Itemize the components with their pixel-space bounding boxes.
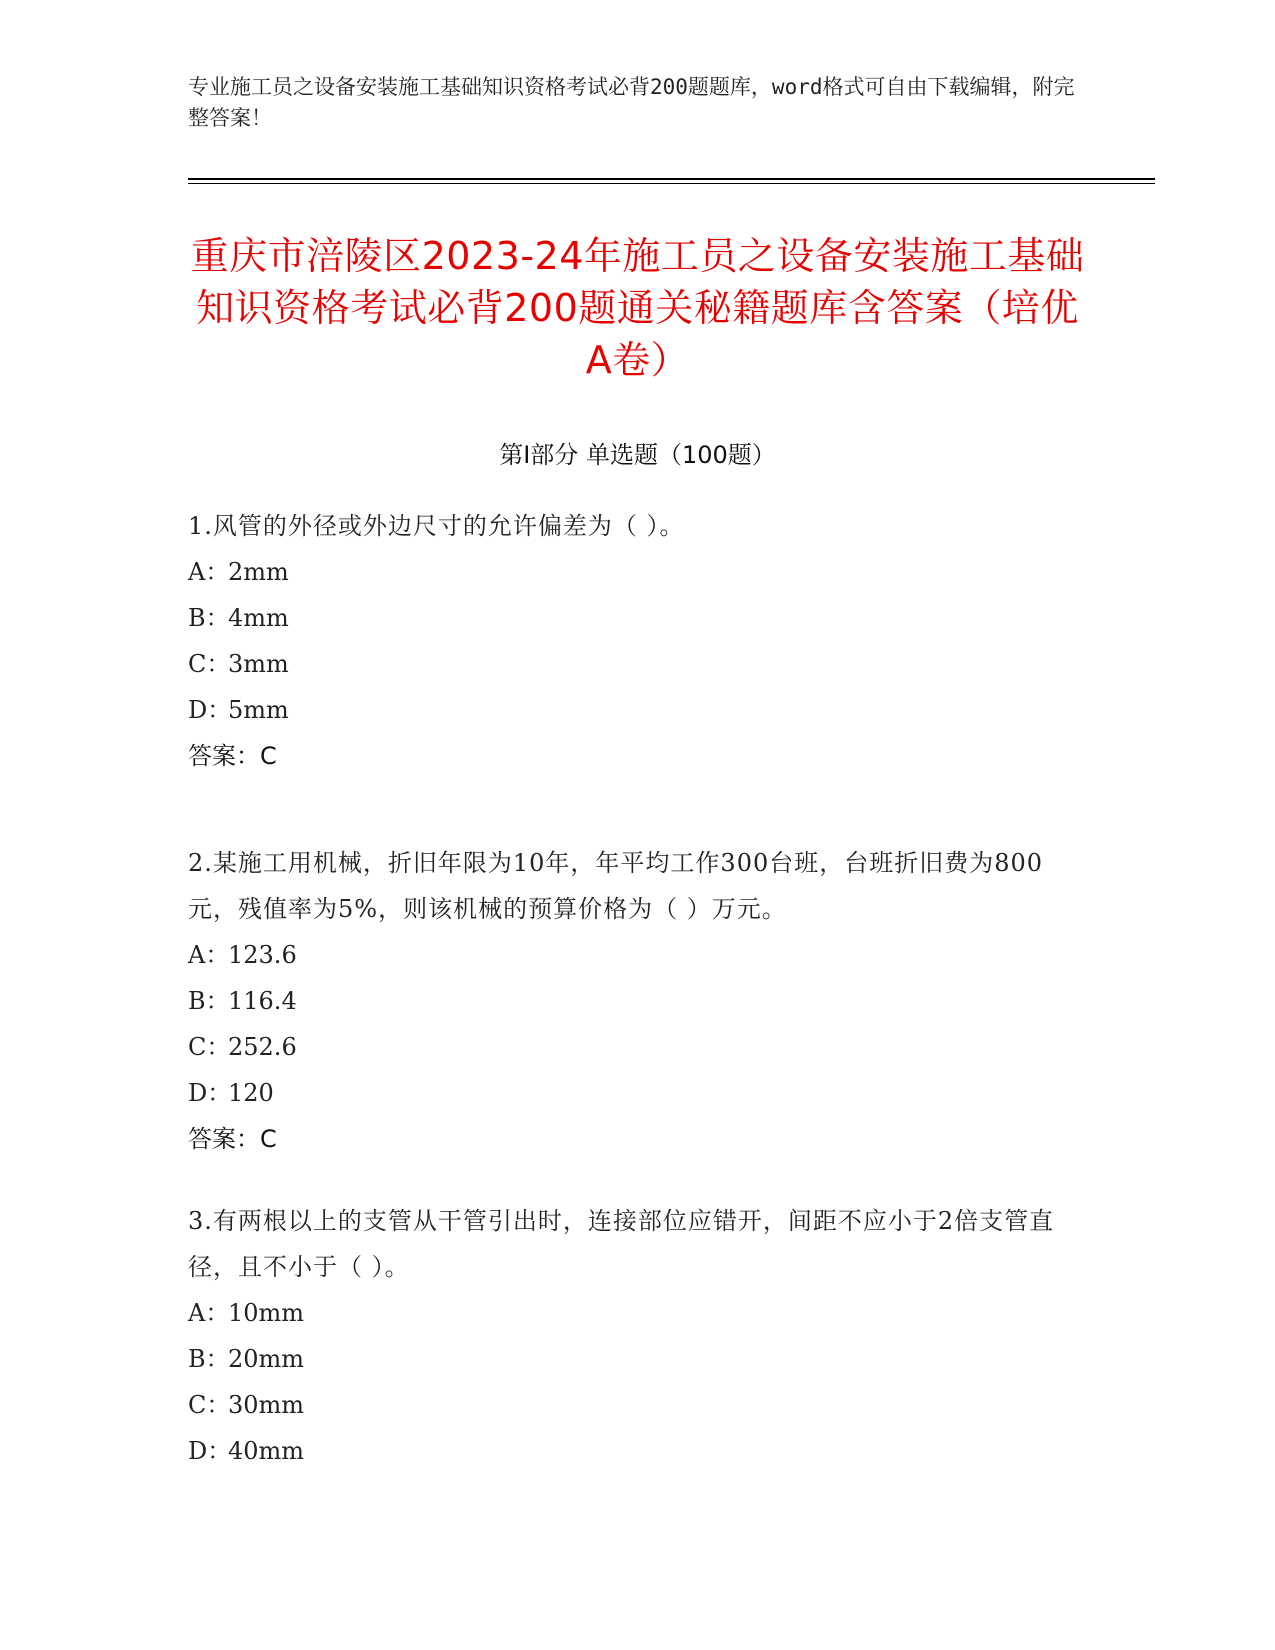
option-b [188,978,1088,1024]
option-text: 4mm [228,604,289,632]
option-a [188,932,1088,978]
option-key: C： [188,1391,231,1419]
option-key: B： [188,1345,230,1373]
option-c [188,641,1088,687]
header-rule-thin [188,183,1155,184]
section-heading: 第I部分 单选题（100题） [499,441,776,469]
option-key: C： [188,650,231,678]
option-key: D： [188,1079,232,1107]
option-key: C： [188,1033,231,1061]
answer: 答案：C [188,1125,277,1153]
option-key: D： [188,1437,232,1465]
answer: 答案：C [188,742,277,770]
question-2 [188,840,1088,1162]
header-rule-thick [188,178,1155,180]
document-title: 重庆市涪陵区2023-24年施工员之设备安装施工基础知识资格考试必背200题通关秘籍题库含答案（培优A卷） [190,234,1085,382]
option-a [188,1290,1088,1336]
question-1 [188,503,1088,779]
option-c [188,1382,1088,1428]
question-3 [188,1198,1088,1474]
option-d [188,1428,1088,1474]
option-text: 5mm [228,696,289,724]
option-text: 40mm [228,1437,305,1465]
option-key: A： [188,941,230,969]
option-text: 10mm [228,1299,305,1327]
option-text: 2mm [228,558,289,586]
option-text: 123.6 [228,941,297,969]
option-text: 116.4 [228,987,297,1015]
option-text: 3mm [228,650,289,678]
option-text: 30mm [228,1391,305,1419]
header-note: 专业施工员之设备安装施工基础知识资格考试必背200题题库，word格式可自由下载编辑，附完整答案！ [188,75,1075,130]
option-key: A： [188,558,230,586]
option-key: D： [188,696,232,724]
option-text: 20mm [228,1345,305,1373]
option-d [188,1070,1088,1116]
option-text: 120 [228,1079,274,1107]
option-key: B： [188,987,230,1015]
option-b [188,595,1088,641]
question-stem: 1.风管的外径或外边尺寸的允许偏差为（ ）。 [188,512,685,540]
option-text: 252.6 [228,1033,297,1061]
question-stem: 3.有两根以上的支管从干管引出时，连接部位应错开，间距不应小于2倍支管直径，且不小于（ ）。 [188,1207,1055,1281]
question-stem: 2.某施工用机械，折旧年限为10年，年平均工作300台班，台班折旧费为800元，残值率为5%，则该机械的预算价格为（ ）万元。 [188,849,1044,923]
option-b [188,1336,1088,1382]
option-a [188,549,1088,595]
option-c [188,1024,1088,1070]
option-d [188,687,1088,733]
option-key: B： [188,604,230,632]
option-key: A： [188,1299,230,1327]
